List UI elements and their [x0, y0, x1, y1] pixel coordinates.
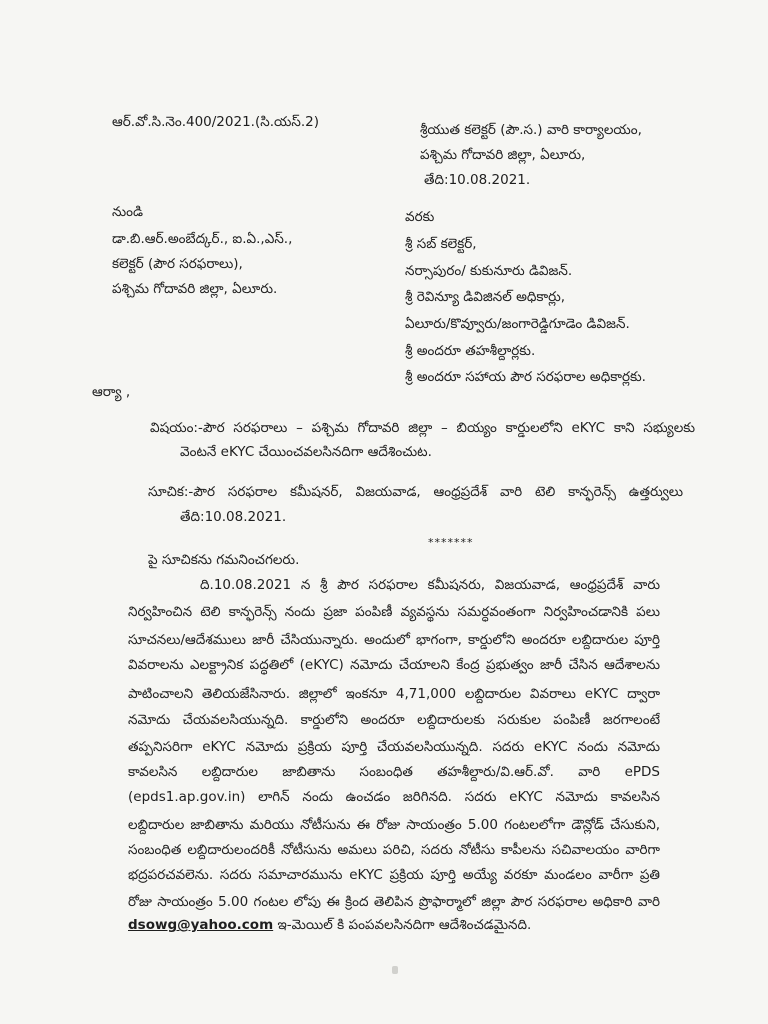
body-line: వివరాలను ఎలక్ట్రానిక పద్ధతిలో (eKYC) నమోదు చేయాలని కేంద్ర ప్రభుత్వం జారీ చేసిన ఆదేశాలను [128, 657, 660, 673]
from-label: నుండి [112, 204, 143, 220]
opening-line: పై సూచికను గమనించగలరు. [148, 552, 300, 568]
body-line: సూచనలు/ఆదేశములు జారీ చేసియున్నారు. అందులో భాగంగా, కార్డులోని అందరూ లబ్దిదారుల పూర్తి [128, 632, 660, 648]
reference-line: సూచిక:-పౌర సరఫరాల కమీషనర్, విజయవాడ, ఆంధ్రప్రదేశ్ వారి టెలి కాన్ఫరెన్స్ ఉత్తర్వులు [148, 484, 683, 500]
office-location: పశ్చిమ గోదావరి జిల్లా, ఏలూరు, [420, 147, 586, 163]
to-label: వరకు [405, 209, 435, 225]
body-line: సంబంధిత లబ్దిదారులందరికీ నోటీసును అమలు పరిచి, సదరు నోటీసు కాపీలను సచివాలయం వారిగా [128, 842, 660, 858]
body-line: నమోదు చేయవలసియున్నది. కార్డులోని అందరూ లబ్దిదారులకు సరుకుల పంపిణీ జరగాలంటే [128, 712, 660, 728]
letter-date: తేది:10.08.2021. [424, 172, 531, 188]
recipient-line: శ్రీ సబ్ కలెక్టర్, [405, 236, 477, 252]
body-line: తప్పనిసరిగా eKYC నమోదు ప్రక్రియ పూర్తి చేయవలసియున్నది. సదరు eKYC నందు నమోదు [128, 739, 660, 755]
recipient-line: శ్రీ అందరూ సహాయ పౌర సరఫరాల అధికార్లకు. [405, 369, 646, 385]
subject-line: విషయం:-పౌర సరఫరాలు – పశ్చిమ గోదావరి జిల్లా – బియ్యం కార్డులలోని eKYC కాని సభ్యులకు [150, 420, 695, 436]
salutation: ఆర్యా , [92, 384, 131, 400]
sender-line: కలెక్టర్ (పౌర సరఫరాలు), [112, 256, 243, 272]
subject-line: వెంటనే eKYC చేయించవలసినదిగా ఆదేశించుట. [180, 444, 432, 460]
scan-smudge [392, 966, 398, 974]
closing-text: ఇ-మెయిల్ కి పంపవలసినదిగా ఆదేశించడమైనది. [273, 917, 532, 933]
body-line: (epds1.ap.gov.in) లాగిన్ నందు ఉంచడం జరిగినది. సదరు eKYC నమోదు కావలసిన [128, 789, 660, 805]
body-last-line [128, 915, 660, 935]
office-name: శ్రీయుత కలెక్టర్ (పౌ.స.) వారి కార్యాలయం, [420, 122, 642, 138]
separator: ******* [428, 536, 474, 549]
recipient-line: నర్సాపురం/ కుకునూరు డివిజన్. [405, 263, 573, 279]
body-line: పాటించాలని తెలియజేసినారు. జిల్లాలో ఇంకనూ 4,71,000 లబ్దిదారుల వివరాలు eKYC ద్వారా [128, 686, 660, 702]
recipient-line: ఏలూరు/కొవ్వూరు/జంగారెడ్డిగూడెం డివిజన్. [405, 316, 630, 332]
sender-line: డా.బి.ఆర్.అంబేద్కర్., ఐ.ఏ.,ఎస్., [112, 231, 293, 247]
recipient-line: శ్రీ అందరూ తహశీల్దార్లకు. [405, 343, 536, 359]
body-line: ది.10.08.2021 న శ్రీ పౌర సరఫరాల కమీషనరు, విజయవాడ, ఆంధ్రప్రదేశ్ వారు [200, 577, 660, 593]
body-line: లబ్దిదారుల జాబితాను మరియు నోటీసును ఈ రోజు సాయంత్రం 5.00 గంటలలోగా డౌన్లోడ్ చేసుకుని, [128, 817, 660, 833]
body-line: భద్రపరచవలెను. సదరు సమాచారమును eKYC ప్రక్రియ పూర్తి అయ్యే వరకూ మండలం వారీగా ప్రతి [128, 867, 660, 883]
body-line: నిర్వహించిన టెలి కాన్ఫరెన్స్ నందు ప్రజా పంపిణీ వ్యవస్థను సమర్ధవంతంగా నిర్వహించడానికి పలు [128, 604, 660, 620]
reference-number: ఆర్.వో.సి.నెం.400/2021.(సి.యస్.2) [112, 114, 319, 130]
reference-line: తేది:10.08.2021. [180, 509, 287, 525]
email-address: dsowg@yahoo.com [128, 917, 274, 933]
recipient-line: శ్రీ రెవిన్యూ డివిజినల్ అధికార్లు, [405, 289, 566, 305]
body-line: కావలసిన లబ్దిదారుల జాబితాను సంబంధిత తహశీల్దారు/వి.ఆర్.వో. వారి ePDS [128, 764, 660, 780]
sender-line: పశ్చిమ గోదావరి జిల్లా, ఏలూరు. [112, 281, 278, 297]
body-line: రోజు సాయంత్రం 5.00 గంటల లోపు ఈ క్రింద తెలిపిన ప్రొఫార్మాలో జిల్లా పౌర సరఫరాల అధికారి వారి [128, 894, 660, 910]
